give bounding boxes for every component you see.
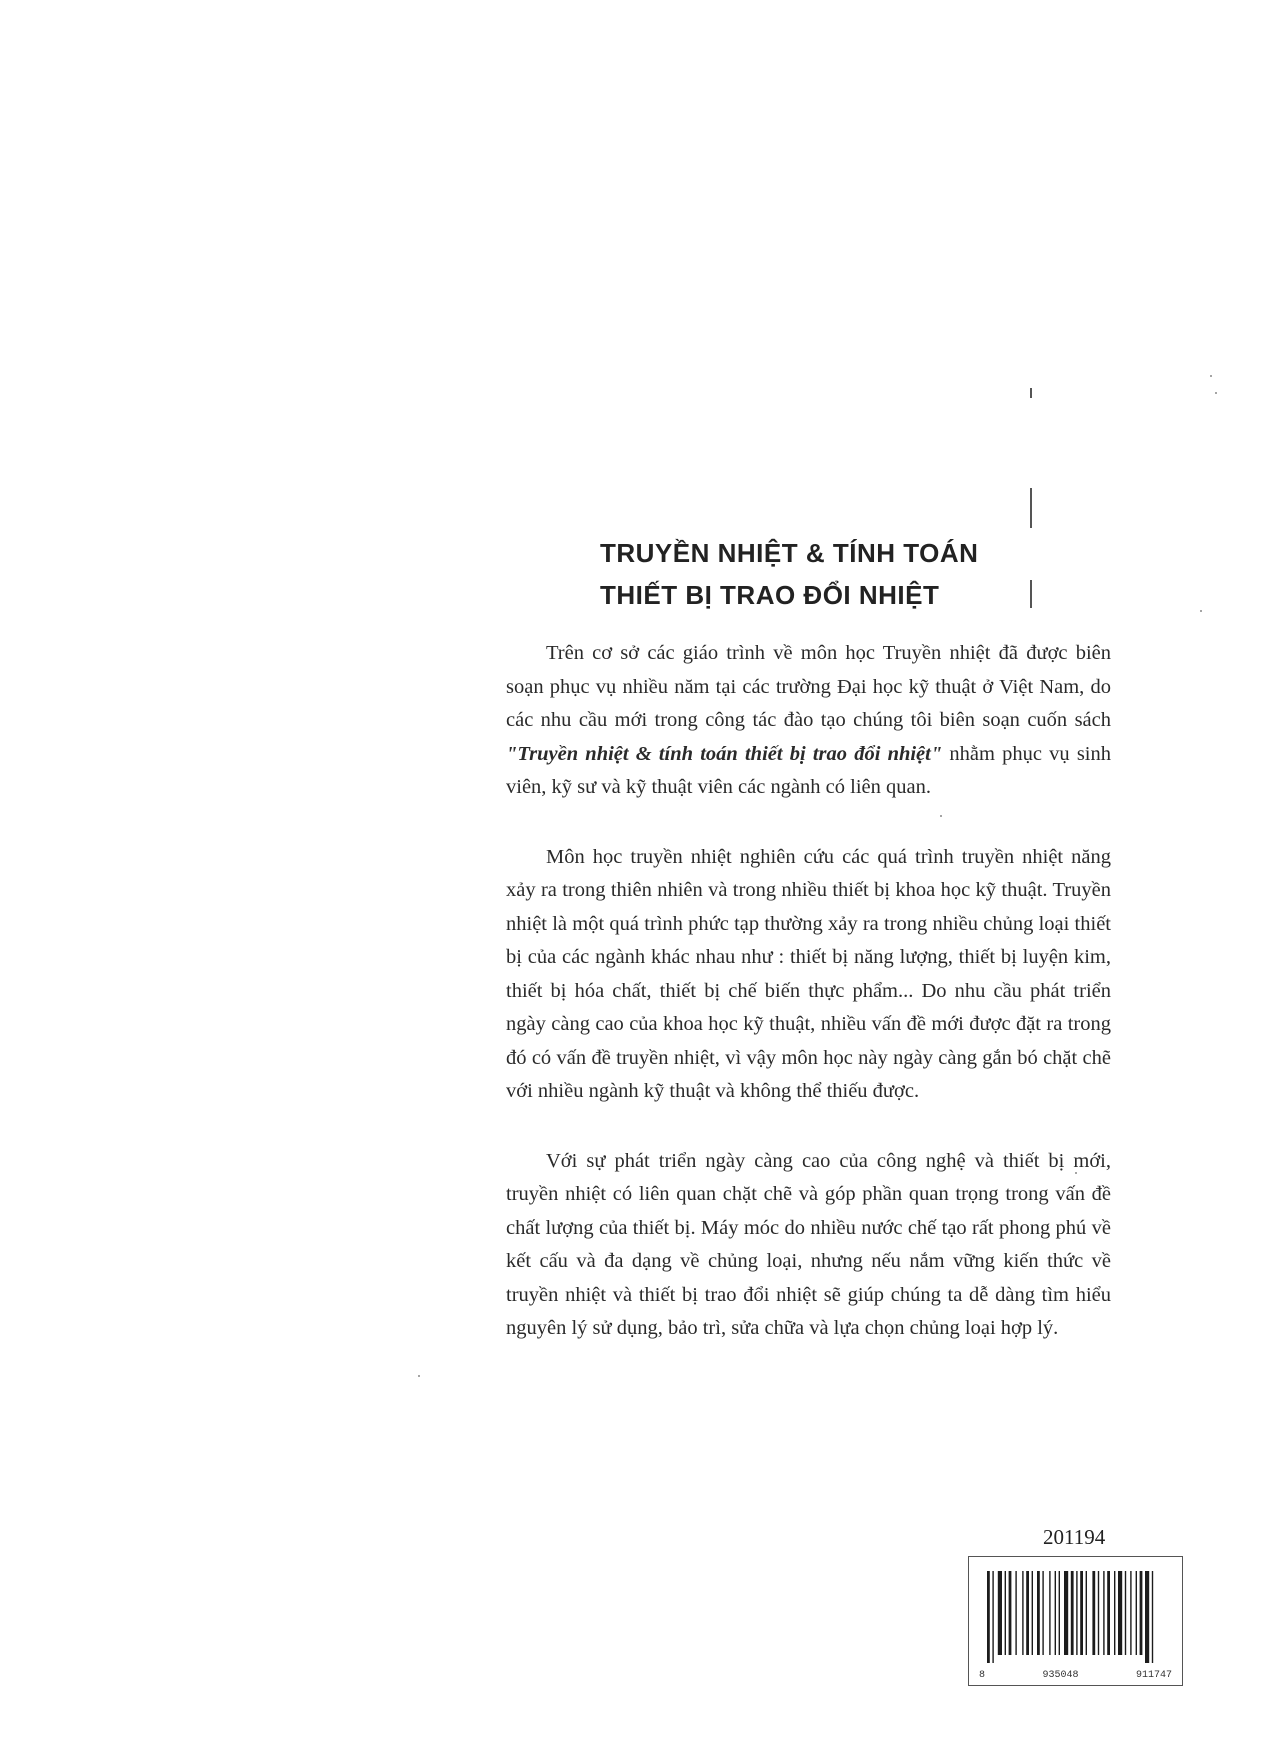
barcode-bar — [1059, 1571, 1060, 1655]
scan-speck — [1200, 610, 1202, 612]
barcode-bar — [1055, 1571, 1056, 1655]
barcode-digit-first: 8 — [979, 1670, 986, 1681]
barcode-digits-right: 911747 — [1135, 1670, 1172, 1681]
paragraph-2: Môn học truyền nhiệt nghiên cứu các quá trình truyền nhiệt năng xảy ra trong thiên nhiên và trong nhiều thiết bị khoa học kỹ thuật. Truyền nhiệt là một quá trình phức tạp thường xảy ra trong nhiều chủng loại thiết bị của các ngành khác nhau như : thiết bị năng lượng, thiết bị luyện kim, thiết bị hóa chất, thiết bị chế biến thực phẩm... Do nhu cầu phát triển ngày càng cao của khoa học kỹ thuật, nhiều vấn đề mới được đặt ra trong đó có vấn đề truyền nhiệt, vì vậy môn học này ngày càng gắn bó chặt chẽ với nhiều ngành kỹ thuật và không thể thiếu được. — [506, 845, 1111, 1102]
barcode-bar — [1092, 1571, 1095, 1655]
barcode-bar — [1152, 1571, 1153, 1663]
book-title — [600, 532, 1040, 616]
barcode — [968, 1556, 1183, 1686]
book-title-line-1: TRUYỀN NHIỆT & TÍNH TOÁN — [600, 538, 979, 568]
barcode-bar — [1026, 1571, 1029, 1655]
scan-speck — [1210, 375, 1212, 377]
barcode-bar — [1071, 1571, 1074, 1655]
paragraph-1-text-b: nhằm phục vụ sinh viên, kỹ sư và kỹ thuật viên các ngành có liên quan. — [506, 742, 1111, 798]
book-title-line-2: THIẾT BỊ TRAO ĐỔI NHIỆT — [600, 580, 940, 610]
barcode-bar — [1086, 1571, 1087, 1655]
barcode-bar — [1042, 1571, 1043, 1655]
barcode-bar — [1022, 1571, 1023, 1655]
scan-mark — [1030, 388, 1032, 398]
barcode-bar — [992, 1571, 993, 1663]
barcode-bars — [969, 1557, 1181, 1667]
paragraph-1-book-title: "Truyền nhiệt & tính toán thiết bị trao đổi nhiệt" — [506, 742, 943, 765]
barcode-bar — [1015, 1571, 1016, 1655]
barcode-digits — [979, 1670, 1172, 1681]
barcode-bar — [1064, 1571, 1068, 1655]
paragraph-1 — [506, 637, 1111, 805]
barcode-bar — [1009, 1571, 1012, 1655]
barcode-bar — [1130, 1571, 1131, 1655]
scan-speck — [1215, 392, 1217, 394]
barcode-bar — [1098, 1571, 1099, 1655]
barcode-bar — [998, 1571, 1002, 1655]
barcode-bar — [1145, 1571, 1149, 1663]
back-cover-description — [506, 637, 1111, 1382]
barcode-bar — [1107, 1571, 1110, 1655]
barcode-bar — [1076, 1571, 1077, 1655]
barcode-bar — [1140, 1571, 1143, 1655]
paragraph-1-text-a: Trên cơ sở các giáo trình về môn học Truyền nhiệt đã được biên soạn phục vụ nhiều năm tại các trường Đại học kỹ thuật ở Việt Nam, do các nhu cầu mới trong công tác đào tạo chúng tôi biên soạn cuốn sách — [506, 642, 1111, 731]
barcode-bar — [1080, 1571, 1083, 1655]
scan-mark — [1030, 488, 1032, 528]
barcode-bar — [987, 1571, 990, 1663]
barcode-bar — [1136, 1571, 1137, 1655]
barcode-bar — [1005, 1571, 1006, 1655]
book-code: 201194 — [1043, 1525, 1106, 1549]
barcode-bar — [1049, 1571, 1050, 1655]
barcode-bar — [1118, 1571, 1122, 1655]
barcode-bar — [1103, 1571, 1104, 1655]
barcode-bar — [1125, 1571, 1126, 1655]
barcode-bar — [1037, 1571, 1040, 1655]
barcode-digits-left: 935048 — [1042, 1670, 1079, 1681]
scan-speck — [418, 1375, 420, 1377]
barcode-bar — [1114, 1571, 1115, 1655]
paragraph-3: Với sự phát triển ngày càng cao của công nghệ và thiết bị mới, truyền nhiệt có liên quan chặt chẽ và góp phần quan trọng trong vấn đề chất lượng của thiết bị. Máy móc do nhiều nước chế tạo rất phong phú về kết cấu và đa dạng về chủng loại, nhưng nếu nắm vững kiến thức về truyền nhiệt và thiết bị trao đổi nhiệt sẽ giúp chúng ta dễ dàng tìm hiểu nguyên lý sử dụng, bảo trì, sửa chữa và lựa chọn chủng loại hợp lý. — [506, 1149, 1111, 1339]
barcode-bar — [1032, 1571, 1033, 1655]
